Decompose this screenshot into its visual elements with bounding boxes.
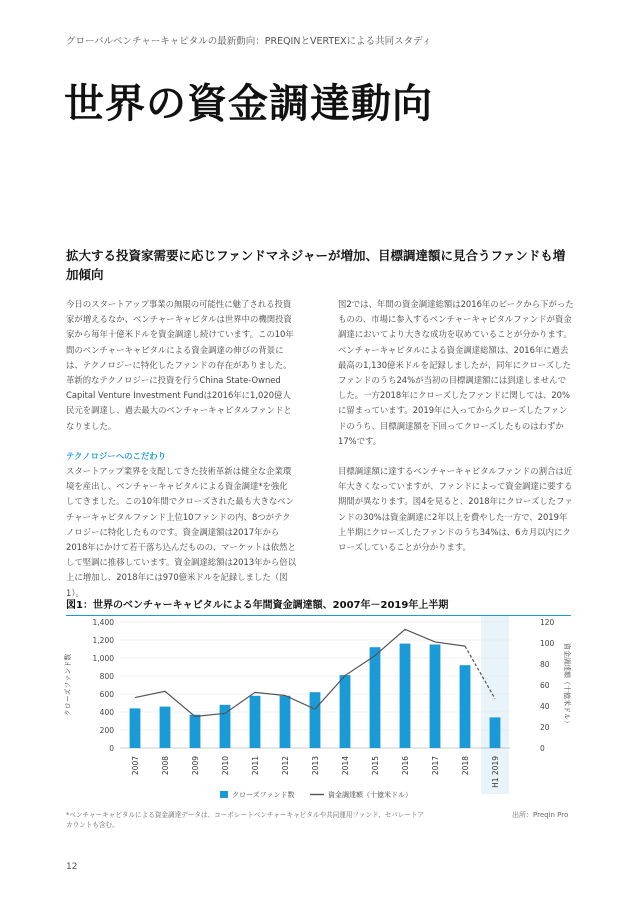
legend-label-bars: クローズファンド数 <box>232 791 295 799</box>
right-tick-label: 40 <box>540 702 550 711</box>
x-tick-label: 2007 <box>131 756 140 776</box>
left-axis-title: クローズファンド数 <box>64 653 72 717</box>
left-paragraph-2: スタートアップ業界を支配してきた技術革新は健全な企業環境を産出し、ベンチャーキャピタルによる資金調達*を強化してきました。この10年間でクローズされた最も大きなベンチャーキャピタルファンド上位10ファンドの内、8つがテクノロジーに特化したものです。資金調達額は2017年から2018年にかけて若干落ち込んだものの、マーケットは依然として堅調に推移しています。資金調達総額は2013年から倍以上に増加し、2018年には970億米ドルを記録しました（図1）。 <box>66 466 297 598</box>
page-number: 12 <box>66 862 78 872</box>
figure-caption: 図1：世界のベンチャーキャピタルによる年間資金調達額、2007年－2019年上半期 <box>66 596 571 616</box>
x-tick-label: 2012 <box>281 756 290 776</box>
right-paragraph-2: 目標調達額に達するベンチャーキャピタルファンドの割合は近年大きくなっていますが、ファンドによって資金調達に要する期間が異なります。図4を見ると、2018年にクローズしたファンドの30%は資金調達に2年以上を費やした一方で、2019年上半期にクローズしたファンドのうち34%は、6カ月以内にクローズしていることが分かります。 <box>338 466 573 553</box>
right-tick-label: 60 <box>540 681 550 690</box>
line-capital-raised <box>135 629 465 716</box>
x-tick-label: 2008 <box>161 756 170 776</box>
right-tick-label: 80 <box>540 660 550 669</box>
bar-fund-count <box>370 647 381 748</box>
x-tick-label: 2017 <box>431 756 440 776</box>
page-title: 世界の資金調達動向 <box>64 81 433 127</box>
right-tick-label: 120 <box>540 618 555 627</box>
right-paragraph-1: 図2では、年間の資金調達総額は2016年のピークから下がったものの、市場に参入するベンチャーキャピタルファンドが資金調達においてより大きな成功を収めていることが分かります。ベンチャーキャピタルによる資金調達総額は、2016年に過去最高の1,130億米ドルを記録しましたが、同年にクローズしたファンドのうち24%が当初の目標調達額には到達しませんでした。一方2018年にクローズしたファンドに関しては、20%に留まっています。2019年に入ってからクローズしたファンドのうち、目標調達額を下回ってクローズしたものはわずか17%です。 <box>338 299 574 446</box>
figure-footnote: *ベンチャーキャピタルによる資金調達データは、コーポレートベンチャーキャピタルや共同運用ファンド、セパレートアカウントも含む。 <box>66 811 425 829</box>
x-tick-label: 2016 <box>401 756 410 776</box>
right-tick-label: 20 <box>540 723 550 732</box>
left-tick-label: 1,400 <box>92 618 114 627</box>
bar-fund-count <box>490 717 501 748</box>
bar-fund-count <box>160 707 171 748</box>
x-tick-label: 2013 <box>311 756 320 776</box>
running-header: グローバルベンチャーキャピタルの最新動向：PREQINとVERTEXによる共同スタディ <box>66 36 432 47</box>
right-tick-label: 100 <box>540 639 555 648</box>
subheading-technology: テクノロジーへのこだわり <box>66 450 166 461</box>
bar-fund-count <box>430 645 441 749</box>
x-tick-label: 2014 <box>341 756 350 776</box>
left-tick-label: 1,200 <box>92 636 114 645</box>
right-tick-label: 0 <box>540 744 545 753</box>
legend-label-line: 資金調達額（十億米ドル） <box>328 791 412 799</box>
bar-fund-count <box>400 644 411 748</box>
left-tick-label: 200 <box>99 726 114 735</box>
figure-source: 出所：Preqin Pro <box>512 811 569 819</box>
x-tick-label: 2015 <box>371 756 380 776</box>
bar-fund-count <box>310 692 321 748</box>
bar-fund-count <box>280 696 291 748</box>
bar-fund-count <box>130 708 141 748</box>
left-tick-label: 1,000 <box>92 654 114 663</box>
x-tick-label: 2011 <box>251 756 260 776</box>
x-tick-label: H1 2019 <box>491 756 500 788</box>
left-paragraph-1: 今日のスタートアップ事業の無限の可能性に魅了される投資家が増えるなか、ベンチャーキャピタルは世界中の機関投資家から毎年十億米ドルを資金調達し続けています。この10年間のベンチャーキャピタルによる資金調達の伸びの背景には、テクノロジーに特化したファンドの存在がありました。革新的なテクノロジーに投資を行うChina State-Owned Capital Venture Investment Fundは2016年に1,020億人民元を調達し、過去最大のベンチャーキャピタルファンドとなりました。 <box>66 299 294 431</box>
right-axis-title: 資金調達額（十億米ドル） <box>563 643 571 727</box>
section-heading: 拡大する投資家需要に応じファンドマネジャーが増加、目標調達額に見合うファンドも増加傾向 <box>66 248 566 282</box>
x-tick-label: 2010 <box>221 756 230 776</box>
legend-swatch-bars <box>220 791 228 798</box>
bar-fund-count <box>250 696 261 748</box>
left-tick-label: 400 <box>99 708 114 717</box>
x-tick-label: 2009 <box>191 756 200 776</box>
bar-fund-count <box>190 715 201 748</box>
left-tick-label: 800 <box>99 672 114 681</box>
left-tick-label: 600 <box>99 690 114 699</box>
left-tick-label: 0 <box>109 744 114 753</box>
left-column <box>66 297 296 616</box>
bar-fund-count <box>340 675 351 748</box>
figure-1-chart <box>60 612 580 807</box>
right-column <box>338 297 574 570</box>
bar-fund-count <box>460 665 471 748</box>
x-tick-label: 2018 <box>461 756 470 776</box>
